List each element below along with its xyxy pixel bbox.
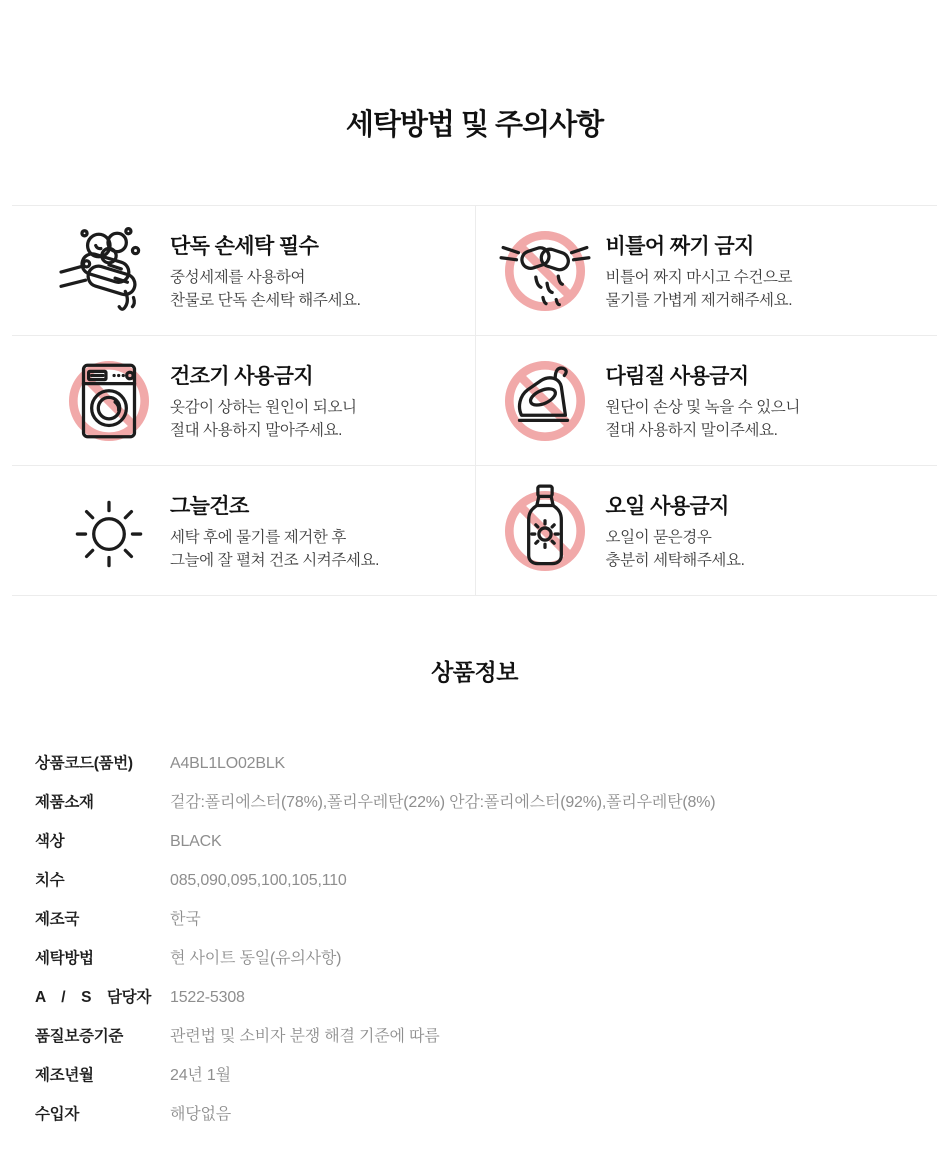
info-label: 수입자 [35, 1106, 80, 1124]
care-item-title: 그늘건조 [170, 494, 249, 518]
care-item-no-iron [475, 336, 938, 466]
care-item-title: 건조기 사용금지 [170, 364, 314, 388]
table-row [35, 910, 919, 929]
info-label: 세탁방법 [35, 950, 94, 968]
table-row [35, 754, 919, 773]
care-item-text [170, 360, 357, 443]
care-item-line: 물기를 가볍게 제거해주세요. [605, 291, 793, 309]
care-item-no-oil [475, 466, 938, 596]
info-label: 제조국 [35, 911, 80, 929]
care-item-line: 오일이 묻은경우 [605, 528, 712, 546]
care-item-line: 옷감이 상하는 원인이 되오니 [170, 398, 357, 416]
care-item-line: 비틀어 짜지 마시고 수건으로 [605, 268, 793, 286]
care-item-text [606, 360, 800, 443]
info-label: 제품소재 [35, 794, 94, 812]
table-row [35, 832, 919, 851]
care-item-line: 원단이 손상 및 녹을 수 있으니 [605, 398, 800, 416]
care-item-line: 그늘에 잘 펼쳐 건조 시켜주세요. [170, 551, 379, 569]
care-item-no-wring [475, 206, 938, 336]
info-value: 겉감:폴리에스터(78%),폴리우레탄(22%) 안감:폴리에스터(92%),폴리우레탄(8%) [170, 794, 716, 812]
care-item-text [606, 490, 745, 573]
info-value: BLACK [170, 833, 222, 851]
care-item-no-dryer [12, 336, 475, 466]
hand-wash-icon [58, 218, 160, 324]
care-item-hand-wash [12, 206, 475, 336]
care-item-title: 단독 손세탁 필수 [170, 234, 319, 258]
care-item-text [170, 490, 379, 573]
care-item-line: 절대 사용하지 말아주세요. [170, 421, 343, 439]
product-info-title: 상품정보 [431, 659, 518, 686]
product-info-table [35, 754, 919, 1124]
care-item-title: 다림질 사용금지 [605, 364, 749, 388]
table-row [35, 988, 919, 1007]
info-label: 상품코드(품번) [35, 755, 133, 773]
info-value: 관련법 및 소비자 분쟁 해결 기준에 따름 [170, 1028, 440, 1046]
info-label: A / S 담당자 [35, 989, 151, 1007]
care-item-shade-dry [12, 466, 475, 596]
no-wring-icon [494, 218, 596, 324]
care-item-line: 찬물로 단독 손세탁 해주세요. [170, 291, 361, 309]
care-item-title: 오일 사용금지 [605, 494, 729, 518]
care-section-title: 세탁방법 및 주의사항 [345, 109, 604, 142]
table-row [35, 949, 919, 968]
care-item-title: 비틀어 짜기 금지 [605, 234, 754, 258]
info-value: 085,090,095,100,105,110 [170, 872, 347, 890]
info-value: A4BL1LO02BLK [170, 755, 286, 773]
care-item-line: 충분히 세탁해주세요. [605, 551, 745, 569]
no-iron-icon [494, 348, 596, 454]
info-label: 색상 [35, 833, 65, 851]
table-row [35, 871, 919, 890]
care-item-line: 중성세제를 사용하여 [170, 268, 306, 286]
table-row [35, 1105, 919, 1124]
table-row [35, 1066, 919, 1085]
care-item-line: 절대 사용하지 말이주세요. [605, 421, 778, 439]
care-item-line: 세탁 후에 물기를 제거한 후 [170, 528, 346, 546]
care-item-text [606, 230, 793, 313]
info-value: 해당없음 [170, 1106, 232, 1124]
info-value: 한국 [170, 911, 201, 929]
shade-dry-icon [58, 478, 160, 584]
no-dryer-icon [58, 348, 160, 454]
info-label: 품질보증기준 [35, 1028, 124, 1046]
care-instructions-grid [12, 205, 937, 596]
table-row [35, 793, 919, 812]
care-item-text [170, 230, 361, 313]
info-value: 현 사이트 동일(유의사항) [170, 950, 342, 968]
no-oil-icon [494, 478, 596, 584]
info-label: 제조년월 [35, 1067, 94, 1085]
info-label: 치수 [35, 872, 65, 890]
table-row [35, 1027, 919, 1046]
info-value: 24년 1월 [170, 1067, 231, 1085]
info-value: 1522-5308 [170, 989, 245, 1007]
